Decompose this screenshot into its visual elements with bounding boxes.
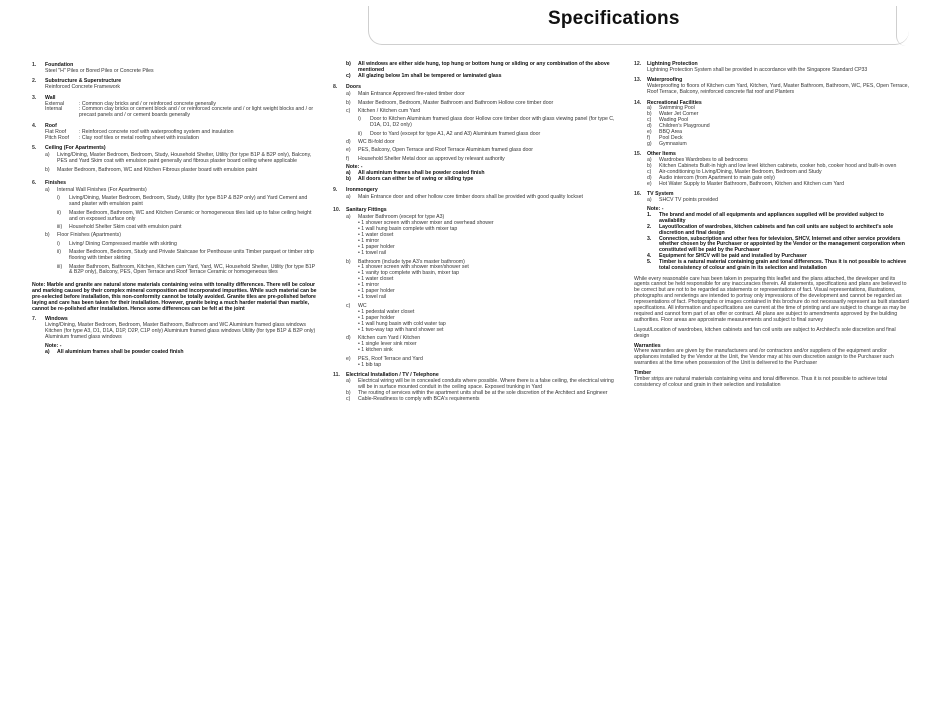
section-doors [333,85,615,183]
list-item: a) Swimming Pool [647,105,695,112]
bullet-list [346,265,615,300]
column-2 [333,62,615,408]
list-item: d) Children's Playground [647,123,710,130]
list-item: • 1 paper holder [358,243,395,250]
list-item: • 1 two-way tap with hand shower set [358,326,444,333]
section-number: 12. [634,61,642,67]
list-subitem: iii) Master Bathroom, Bathroom, Kitchen, Kitchen cum Yard, Yard, WC, Household Shelter, Utility (for type B1P & B2P only), Balcony, PES, Open Terrace and Roof Terrace Ceramic or homogeneous tiles [57,263,316,276]
page-title: Specifications [548,8,680,29]
bullet-list [346,363,615,369]
section-number: 11. [333,372,340,379]
section-sanitary [333,208,615,369]
section-foundation [32,63,317,75]
column-3 [634,62,911,393]
list-subitem: i) Living/ Dining Compressed marble with skirting [57,240,177,247]
list-item: d) Kitchen cum Yard / Kitchen [346,335,421,342]
section-recreational [634,101,911,148]
section-number: 6. [32,179,37,186]
section-heading: Recreational Facilities [647,99,702,106]
list-item: • 1 mirror [358,282,380,289]
section-number: 1. [32,62,37,68]
list-item: e) PES, Balcony, Open Terrace and Roof Terrace Aluminium framed glass door [346,147,534,154]
column-1 [32,63,317,360]
list-item: a) Wardrobes Wardrobes to all bedrooms [647,157,748,164]
section-ceiling [32,146,317,176]
section-heading: Electrical Installation / TV / Telephone [346,372,439,379]
section-wall [32,96,317,120]
list-item: a) Internal Wall Finishes (For Apartments) [45,187,147,193]
list-item: • 1 mirror [358,237,380,244]
note-item: a) All aluminium frames shall be powder coated finish [346,170,485,177]
list-item: • 1 water closet [358,276,394,283]
list-item: f) Household Shelter Metal door as approved by relevant authority [346,155,505,162]
note-item: 1. The brand and model of all equipments and appliances supplied will be provided subject to availability [647,211,884,224]
section-waterproofing [634,78,911,96]
list-subitem: ii) Master Bedroom, Bathroom, WC and Kitchen Ceramic or homogeneous tiles laid up to false ceiling height and on exposed surface only [57,209,312,222]
list-item: c) Cable-Readiness to comply with BCA's requirements [346,396,480,403]
section-lightning [634,62,911,74]
list-item: c) Air-conditioning to Living/Dining, Master Bedroom, Bedroom and Study [647,169,822,175]
list-item: a) Main Entrance Approved fire-rated timber door [346,91,465,98]
section-text: Living/Dining, Master Bedroom, Bedroom, Master Bathroom, Bathroom and WC Aluminium framed glass windows Kitchen (for type A3, D1, D1A, D1P, D2P, C1P only) Aluminium framed glass windows Utility (for type B1P & B2P only) Aluminium framed glass windows [45,322,316,341]
note-item: 5. Timber is a natural material containing grain and tonal differences. Thus it is not possible to achieve total consistency of colour and grain in its selection and installation [647,259,907,272]
list-item: • 1 vanity top complete with basin, mixer tap [358,270,460,277]
warranties-heading: Warranties [634,342,661,349]
list-item: b) Bathroom (include type A3's master bathroom) [346,258,465,265]
section-ironmongery [333,188,615,204]
section-heading: Sanitary Fittings [346,206,387,213]
section-number: 14. [634,99,642,106]
section-heading: Substructure & Superstructure [45,78,122,85]
list-item: e) Hot Water Supply to Master Bathroom, Bathroom, Kitchen and Kitchen cum Yard [647,180,845,187]
warranties-text: Where warranties are given by the manufacturers and /or contractors and/or suppliers of the equipment and/or appliances installed by the Vendor at the Unit, the Vendor may at his own discretion assign to the Purchaser such warranties at the time when possession of the Unit is delivered to the Purchaser [634,348,894,367]
list-item: • 1 towel rail [358,294,387,300]
list-item: • 1 shower screen with shower mixer/shower set [358,264,469,271]
list-item: a) Main Entrance door and other hollow core timber doors shall be provided with good quality lockset [346,193,583,200]
section-number: 3. [32,94,37,101]
list-item: • 1 paper holder [358,314,395,321]
section-number: 10. [333,206,341,213]
section-number: 9. [333,186,338,193]
section-number: 8. [333,83,338,90]
section-number: 7. [32,316,37,323]
list-item: • 1 shower screen with shower mixer and overhead shower [358,220,494,227]
section-heading: Ceiling (For Apartments) [45,144,106,151]
list-item: e) BBQ Area [647,129,683,136]
list-item: a) Electrical wiring will be in concealed conduits where possible. Where there is a false ceiling, the electrical wiring will be in surface mounted conduit in the ceiling space. Exposed trunking in Yard [346,378,614,391]
section-heading: Waterproofing [647,77,683,84]
section-heading: Doors [346,83,361,90]
list-item: • 1 paper holder [358,288,395,295]
list-subitem: ii) Master Bedroom, Bedroom, Study and Private Staircase for Penthouse units Timber parquet or timber strip flooring with timber skirting [57,249,314,262]
wall-external: External : Common clay bricks and / or reinforced concrete generally [45,100,216,107]
list-item: b) Kitchen Cabinets Built-in high and low level kitchen cabinets, cooker hob, cooker hood and built-in oven [647,163,897,170]
list-item: b) Floor Finishes (Apartments) [45,232,121,239]
note-item: b) All doors can either be of swing or sliding type [346,176,474,183]
section-roof [32,124,317,142]
timber-heading: Timber [634,370,652,377]
bullet-list [346,221,615,256]
note-label: Note: - [647,206,664,213]
section-heading: Roof [45,122,57,129]
roof-pitch: Pitch Roof : Clay roof tiles or metal roofing sheet with insulation [45,134,199,141]
marble-note: Note: Marble and granite are natural stone materials containing veins with tonality differences. There will be colour and marking caused by their complex mineral composition and incorporated impurities. While such material can be pre-selected before installation, this non-conformity cannot be totally avoided. Granite tiles are pre-polished before laying and care has been taken for their installation. However, granite being a much harder material than marble, cannot be re-polished after installation. Hence some differences can be felt at the joint [32,282,317,312]
list-item: c) Kitchen / Kitchen cum Yard [346,107,421,114]
list-item: b) Master Bedroom, Bedroom, Master Bathroom and Bathroom Hollow core timber door [346,99,554,106]
list-item: b) Master Bedroom, Bathroom, WC and Kitchen Fibrous plaster board with emulsion paint [45,166,258,173]
section-number: 4. [32,122,37,129]
list-item: a) SHCV TV points provided [647,197,719,204]
list-item: • 1 bib tap [358,362,382,369]
section-heading: Wall [45,94,56,101]
section-number: 13. [634,77,642,84]
note-label: Note: - [346,164,363,171]
section-text: Reinforced Concrete Framework [45,84,120,91]
list-item: • 1 water closet [358,231,394,238]
list-item: c) Wading Pool [647,117,689,124]
disclaimer-text: While every reasonable care has been taken in preparing this leaflet and the plans attached, the developer and its agents cannot be held responsible for any inaccuracies therein. All statements, specifications and plans are believed to be correct but are not to be regarded as statements or representations of fact. Visual representations, illustrations, photographs and renderings are intended to portray only impressions of the development and cannot be regarded as representations of fact. Photographs or images contained in this brochure do not necessarily represent as built standard specifications. All information and specifications are current at the time of printing and are subject to change as may be required and cannot form part of an offer or contract. All plans are subject to amendments approved by the building authorities. Floor areas are approximate measurements and subject to final survey [634,275,909,323]
title-frame-edge [896,6,909,46]
note-item: 3. Connection, subscription and other fees for television, SHCV, Internet and other service providers whether chosen by the Purchaser or appointed by the Vendor or the management corporation when constituted will be paid by the Purchaser [647,235,905,254]
note-item: a) All aluminium frames shall be powder coated finish [45,348,184,355]
windows-note-b: b) All windows are either side hung, top hung or bottom hung or sliding or any combination of the above mentioned [346,61,610,73]
windows-note-c: c) All glazing below 1m shall be tempered or laminated glass [346,72,502,79]
section-heading: Windows [45,316,68,323]
note-item: 2. Layout/location of wardrobes, kitchen cabinets and fan coil units are subject to architect's sole discretion and final design [647,223,894,236]
list-item: f) Pool Deck [647,134,683,141]
list-item: a) Living/Dining, Master Bedroom, Bedroom, Study, Household Shelter, Utility (for type B1P & B2P only), Balcony, PES and Yard Skim coat with emulsion paint generally and fibrous plaster board ceiling where applicable [45,152,312,165]
list-item: • 1 wall hung basin with cold water tap [358,320,446,327]
section-other-items [634,152,911,187]
list-subitem: i) Living/Dining, Master Bedroom, Bedroom, Study, Utility (for type B1P & B2P only) and Yard Cement and sand plaster with emulsion paint [57,195,308,208]
list-item: • 1 pedestal water closet [358,308,415,315]
timber-text: Timber strips are natural materials containing veins and tonal difference. Thus it is not possible to achieve total consistency of colour and grain in their selection and installation [634,376,888,388]
section-heading: Ironmongery [346,186,378,193]
section-heading: Finishes [45,179,67,186]
roof-flat: Flat Roof : Reinforced concrete roof with waterproofing system and insulation [45,128,234,135]
list-item: c) WC [346,302,367,309]
section-number: 5. [32,144,37,151]
section-electrical [333,373,615,403]
section-finishes [32,181,317,279]
list-item: e) PES, Roof Terrace and Yard [346,356,423,363]
list-subitem: ii) Door to Yard (except for type A1, A2 and A3) Aluminium framed glass door [358,130,541,137]
section-heading: Lightning Protection [647,61,698,67]
section-windows [32,317,317,355]
section-heading: Foundation [45,62,74,68]
note-item: 4. Equipment for SHCV will be paid and installed by Purchaser [647,253,807,260]
section-text: Steel "H" Piles or Bored Piles or Concrete Piles [45,67,154,74]
section-number: 15. [634,151,642,158]
section-tv-system [634,192,911,272]
section-number: 16. [634,191,642,198]
section-heading: TV System [647,191,674,198]
bullet-list [346,342,615,354]
section-heading: Other Items [647,151,676,158]
list-item: a) Master Bathroom (except for type A3) [346,214,445,221]
list-item: d) Audio intercom (from Apartment to main gate only) [647,174,775,181]
list-item: g) Gymnasium [647,140,687,147]
list-item: • 1 single lever sink mixer [358,341,417,348]
list-item: • 1 towel rail [358,249,387,256]
section-substructure [32,79,317,91]
list-item: • 1 kitchen sink [358,347,393,354]
list-item: b) The routing of services within the apartment units shall be at the sole discretion of the Architect and Engineer [346,390,608,397]
list-item: b) Water Jet Corner [647,111,699,118]
bullet-list [346,310,615,334]
section-number: 2. [32,78,37,85]
list-subitem: iii) Household Shelter Skim coat with emulsion paint [57,224,182,231]
layout-note: Layout/Location of wardrobes, kitchen cabinets and fan coil units are subject to Architect's sole discretion and final design [634,326,896,339]
list-item: d) WC Bi-fold door [346,139,395,146]
note-label: Note: - [45,343,62,350]
wall-internal: Internal : Common clay bricks or cement block and / or reinforced concrete and / or light weight blocks and / or precast panels and / or cement boards generally [45,106,314,119]
list-subitem: i) Door to Kitchen Aluminium framed glass door Hollow core timber door with glass viewing panel (for type C, D1A, D1, D2 only) [358,116,615,129]
section-text: Waterproofing to floors of Kitchen cum Yard, Kitchen, Yard, Master Bathroom, Bathroom, WC, PES, Open Terrace, Roof Terrace, Balcony, reinforced concrete flat roof and Planters [647,83,909,96]
section-text: Lightning Protection System shall be provided in accordance with the Singapore Standard CP33 [647,66,868,73]
list-item: • 1 wall hung basin complete with mixer tap [358,226,458,233]
